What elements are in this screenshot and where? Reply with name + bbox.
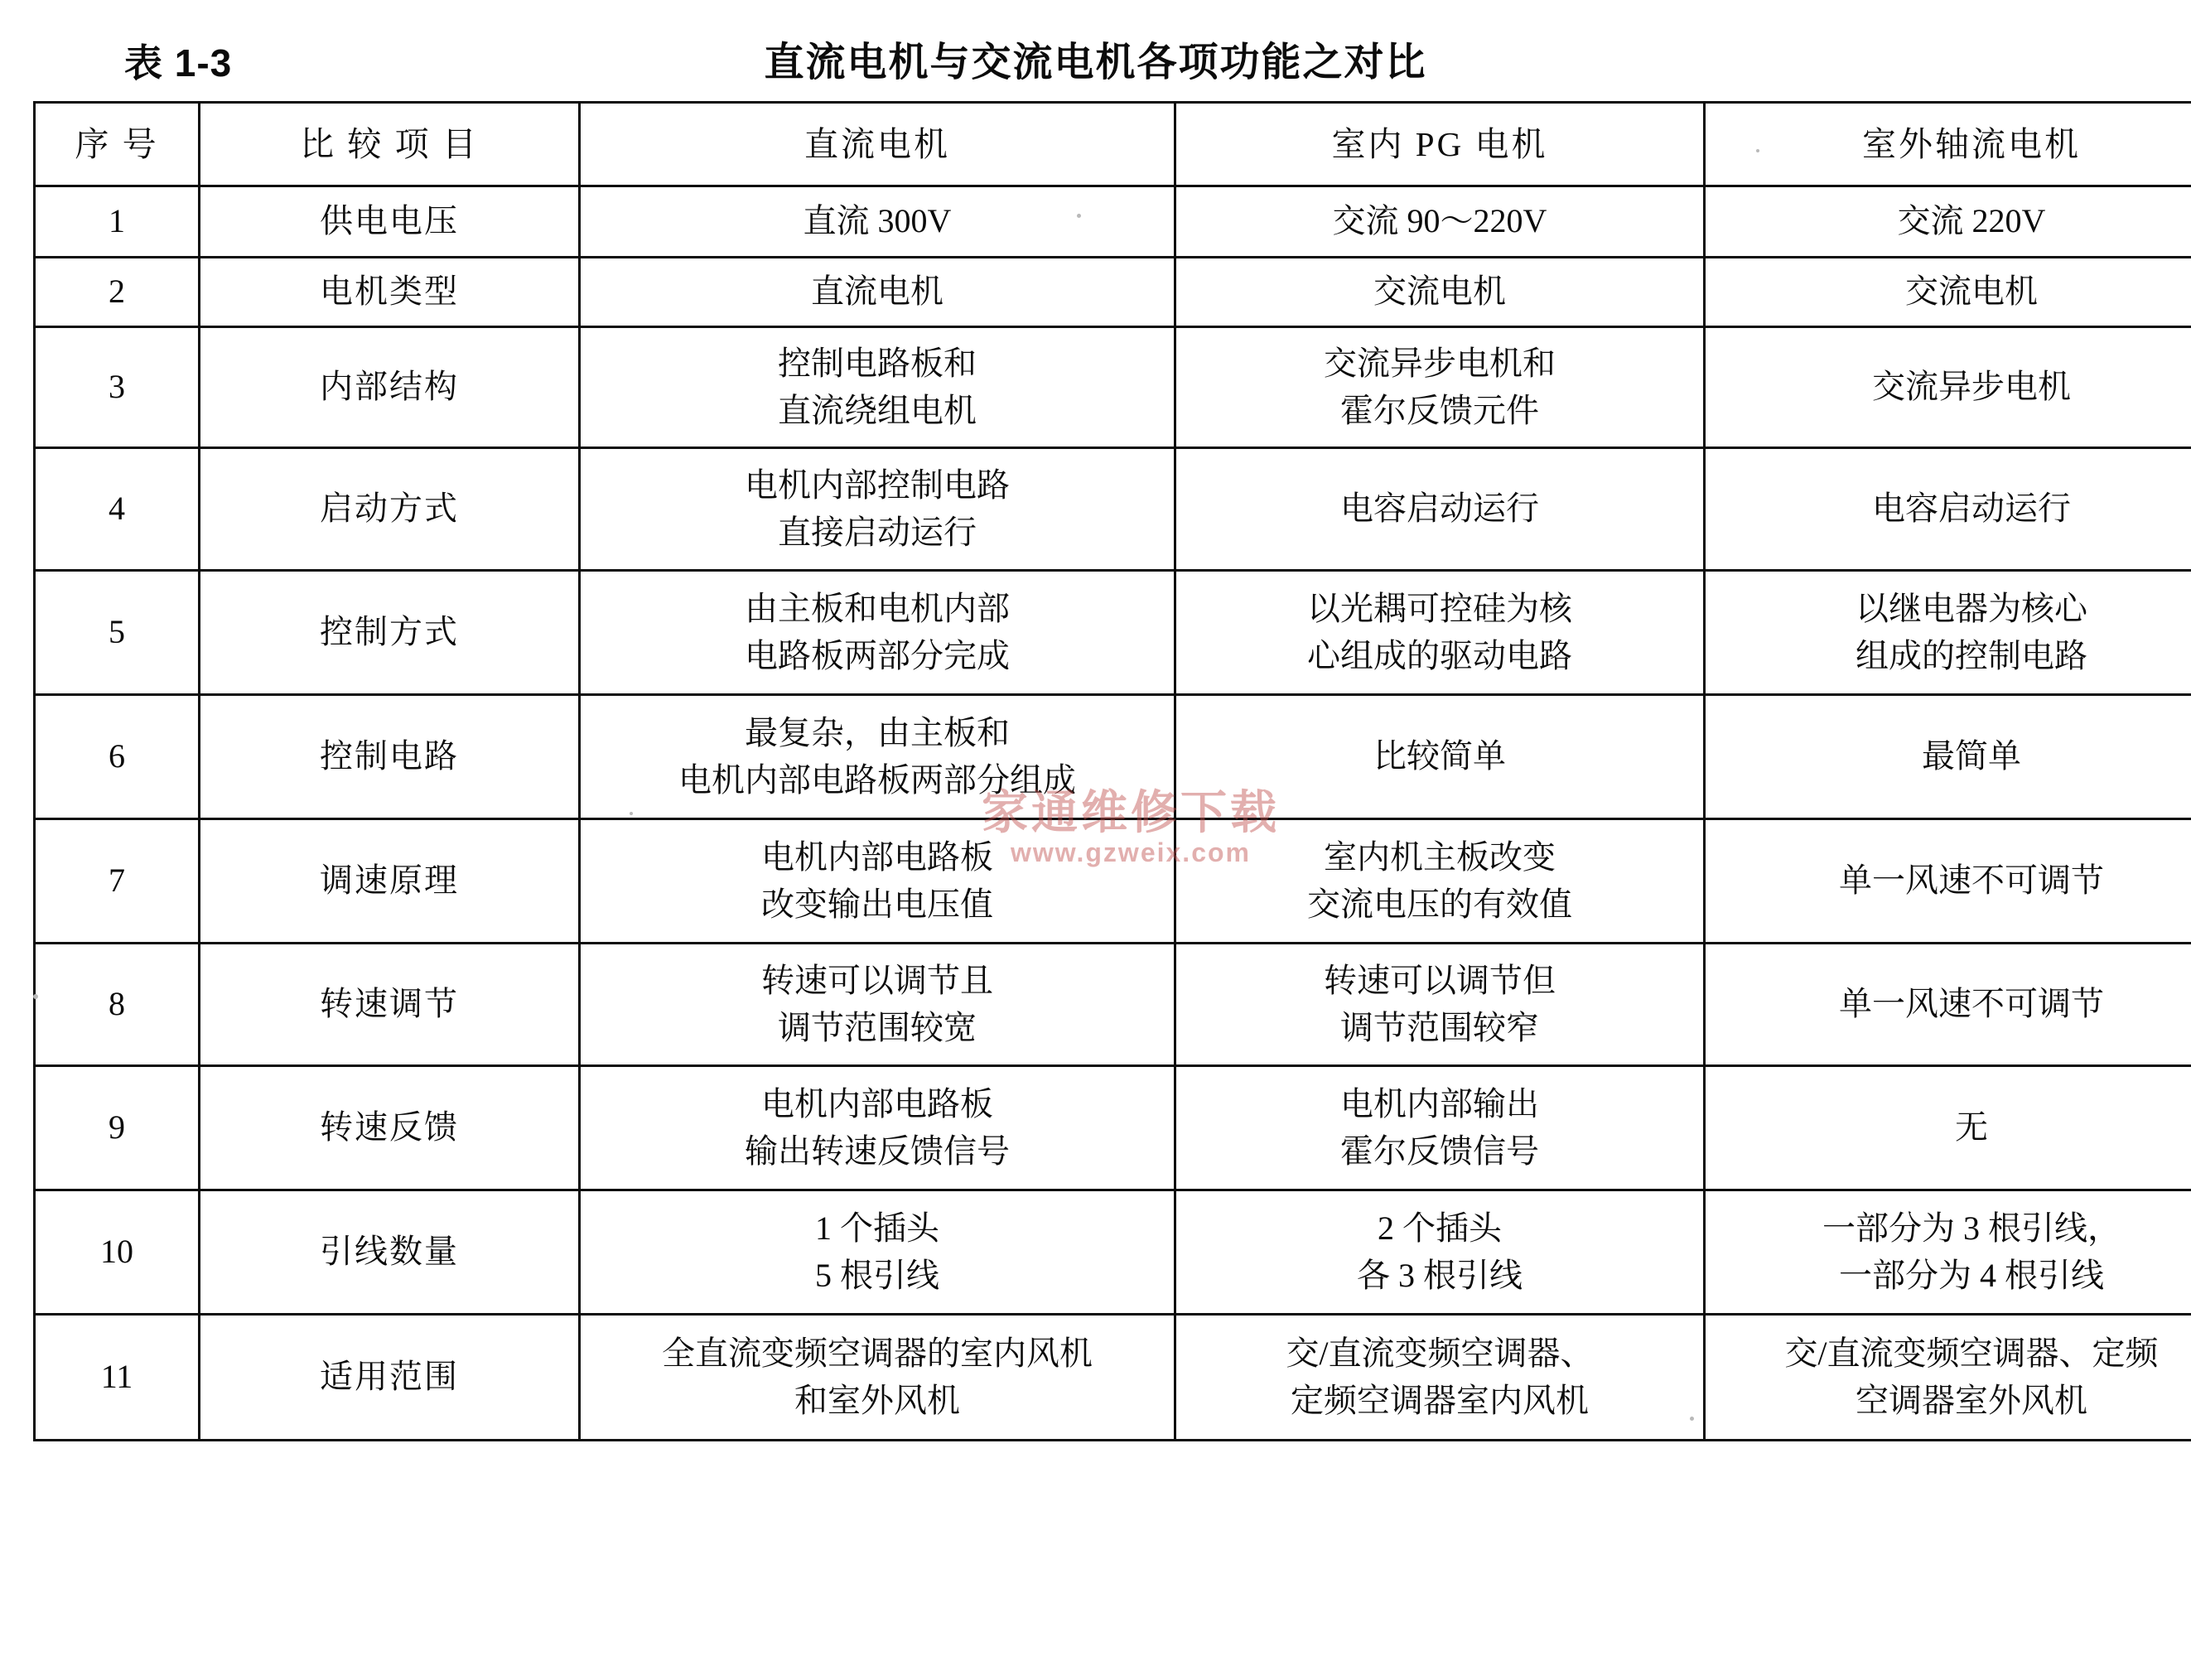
cell-line: 无 bbox=[1955, 1108, 1988, 1147]
row-index: 11 bbox=[35, 1315, 200, 1441]
cell-line: 最复杂，由主板和 bbox=[745, 713, 1010, 751]
cell-dc bbox=[580, 186, 1175, 258]
column-header-index: 序 号 bbox=[35, 103, 200, 186]
cell-line: 以光耦可控硅为核 bbox=[1307, 589, 1572, 627]
cell-line: 霍尔反馈元件 bbox=[1340, 391, 1539, 429]
cell-line: 电机内部电路板 bbox=[761, 838, 993, 876]
cell-line: 心组成的驱动电路 bbox=[1307, 636, 1572, 674]
cell-line: 一部分为 4 根引线 bbox=[1839, 1256, 2104, 1294]
row-index: 4 bbox=[35, 448, 200, 571]
comparison-table bbox=[33, 101, 2191, 1441]
row-item: 内部结构 bbox=[200, 327, 580, 448]
cell-line: 电机内部输出 bbox=[1340, 1084, 1539, 1122]
cell-axial bbox=[1705, 327, 2191, 448]
cell-line: 组成的控制电路 bbox=[1856, 636, 2087, 674]
cell-dc bbox=[580, 448, 1175, 571]
cell-line: 电机内部电路板两部分组成 bbox=[678, 760, 1076, 799]
row-item: 引线数量 bbox=[200, 1190, 580, 1315]
table-row bbox=[35, 571, 2191, 695]
cell-line: 交/直流变频空调器、定频 bbox=[1784, 1334, 2159, 1372]
cell-line: 电机内部控制电路 bbox=[745, 466, 1010, 504]
row-item: 启动方式 bbox=[200, 448, 580, 571]
cell-line: 转速可以调节但 bbox=[1324, 961, 1556, 999]
cell-line: 输出转速反馈信号 bbox=[745, 1132, 1010, 1170]
cell-line: 室内机主板改变 bbox=[1324, 838, 1556, 876]
cell-axial bbox=[1705, 1190, 2191, 1315]
cell-pg bbox=[1175, 448, 1705, 571]
cell-pg bbox=[1175, 944, 1705, 1066]
cell-line: 交流电机 bbox=[1905, 273, 2038, 311]
cell-axial bbox=[1705, 448, 2191, 571]
watermark-url-text: www.gzweix.com bbox=[1011, 837, 1251, 867]
cell-line: 最简单 bbox=[1922, 737, 2021, 775]
cell-dc bbox=[580, 1190, 1175, 1315]
table-head bbox=[35, 103, 2191, 186]
cell-line: 电容启动运行 bbox=[1872, 490, 2071, 528]
column-header-outdoor-axial-motor: 室外轴流电机 bbox=[1705, 103, 2191, 186]
cell-line: 2 个插头 bbox=[1378, 1209, 1502, 1247]
cell-axial bbox=[1705, 258, 2191, 327]
cell-line: 以继电器为核心 bbox=[1856, 589, 2087, 627]
column-header-indoor-pg-motor: 室内 PG 电机 bbox=[1175, 103, 1705, 186]
cell-line: 调节范围较窄 bbox=[1340, 1008, 1539, 1046]
cell-pg bbox=[1175, 819, 1705, 944]
table-row bbox=[35, 186, 2191, 258]
cell-axial bbox=[1705, 819, 2191, 944]
cell-line: 和室外风机 bbox=[794, 1381, 960, 1419]
row-index: 9 bbox=[35, 1066, 200, 1190]
cell-line: 交流异步电机 bbox=[1872, 368, 2071, 406]
cell-line: 直流 300V bbox=[803, 202, 952, 240]
row-item: 控制方式 bbox=[200, 571, 580, 695]
table-row bbox=[35, 1315, 2191, 1441]
cell-axial bbox=[1705, 1066, 2191, 1190]
table-row bbox=[35, 695, 2191, 819]
table-number-label: 表 1-3 bbox=[124, 41, 233, 84]
row-item: 供电电压 bbox=[200, 186, 580, 258]
column-header-item: 比 较 项 目 bbox=[200, 103, 580, 186]
row-item: 转速调节 bbox=[200, 944, 580, 1066]
table-row bbox=[35, 1066, 2191, 1190]
cell-axial bbox=[1705, 695, 2191, 819]
cell-line: 交流 90～220V bbox=[1332, 202, 1547, 240]
cell-line: 交流异步电机和 bbox=[1324, 344, 1556, 382]
watermark-main-text: 家通维修下载 bbox=[982, 786, 1280, 838]
cell-line: 控制电路板和 bbox=[778, 344, 977, 382]
cell-line: 交流电压的有效值 bbox=[1307, 885, 1572, 923]
cell-line: 电容启动运行 bbox=[1340, 490, 1539, 528]
scan-speck bbox=[1756, 149, 1759, 152]
row-item: 控制电路 bbox=[200, 695, 580, 819]
table-row bbox=[35, 944, 2191, 1066]
cell-axial bbox=[1705, 571, 2191, 695]
cell-line: 交/直流变频空调器、 bbox=[1286, 1334, 1594, 1372]
cell-line: 由主板和电机内部 bbox=[745, 589, 1010, 627]
cell-pg bbox=[1175, 186, 1705, 258]
table-row bbox=[35, 819, 2191, 944]
cell-pg bbox=[1175, 327, 1705, 448]
cell-axial bbox=[1705, 1315, 2191, 1441]
cell-dc bbox=[580, 571, 1175, 695]
cell-pg bbox=[1175, 695, 1705, 819]
cell-line: 比较简单 bbox=[1373, 737, 1506, 775]
scan-speck bbox=[33, 994, 38, 999]
row-index: 1 bbox=[35, 186, 200, 258]
row-index: 10 bbox=[35, 1190, 200, 1315]
cell-dc bbox=[580, 1315, 1175, 1441]
cell-line: 电机内部电路板 bbox=[761, 1084, 993, 1122]
cell-axial bbox=[1705, 944, 2191, 1066]
cell-line: 单一风速不可调节 bbox=[1839, 862, 2104, 900]
cell-dc bbox=[580, 819, 1175, 944]
cell-pg bbox=[1175, 571, 1705, 695]
column-header-dc-motor: 直流电机 bbox=[580, 103, 1175, 186]
row-index: 2 bbox=[35, 258, 200, 327]
cell-line: 一部分为 3 根引线， bbox=[1822, 1209, 2121, 1247]
table-body bbox=[35, 186, 2191, 1441]
scan-speck bbox=[1077, 214, 1081, 218]
table-header-row bbox=[35, 103, 2191, 186]
cell-line: 各 3 根引线 bbox=[1357, 1256, 1523, 1294]
cell-line: 1 个插头 bbox=[815, 1209, 939, 1247]
cell-line: 交流 220V bbox=[1897, 202, 2046, 240]
cell-pg bbox=[1175, 1066, 1705, 1190]
row-item: 调速原理 bbox=[200, 819, 580, 944]
cell-line: 直流绕组电机 bbox=[778, 391, 977, 429]
cell-line: 转速可以调节且 bbox=[761, 961, 993, 999]
cell-line: 定频空调器室内风机 bbox=[1291, 1381, 1589, 1419]
row-index: 8 bbox=[35, 944, 200, 1066]
cell-pg bbox=[1175, 1190, 1705, 1315]
row-item: 转速反馈 bbox=[200, 1066, 580, 1190]
cell-pg bbox=[1175, 1315, 1705, 1441]
cell-dc bbox=[580, 944, 1175, 1066]
cell-pg bbox=[1175, 258, 1705, 327]
cell-dc bbox=[580, 327, 1175, 448]
cell-dc bbox=[580, 1066, 1175, 1190]
table-row bbox=[35, 1190, 2191, 1315]
cell-axial bbox=[1705, 186, 2191, 258]
cell-line: 调节范围较宽 bbox=[778, 1008, 977, 1046]
table-row bbox=[35, 258, 2191, 327]
row-index: 5 bbox=[35, 571, 200, 695]
cell-dc bbox=[580, 258, 1175, 327]
row-index: 7 bbox=[35, 819, 200, 944]
row-index: 3 bbox=[35, 327, 200, 448]
scan-speck bbox=[630, 812, 633, 815]
row-item: 适用范围 bbox=[200, 1315, 580, 1441]
row-index: 6 bbox=[35, 695, 200, 819]
cell-line: 5 根引线 bbox=[815, 1256, 939, 1294]
cell-line: 电路板两部分完成 bbox=[745, 636, 1010, 674]
cell-dc bbox=[580, 695, 1175, 819]
table-row bbox=[35, 327, 2191, 448]
cell-line: 改变输出电压值 bbox=[761, 885, 993, 923]
cell-line: 直接启动运行 bbox=[778, 513, 977, 551]
cell-line: 交流电机 bbox=[1373, 273, 1506, 311]
table-header-area bbox=[0, 15, 2191, 86]
page-title: 直流电机与交流电机各项功能之对比 bbox=[764, 41, 1427, 84]
cell-line: 单一风速不可调节 bbox=[1839, 985, 2104, 1023]
table-row bbox=[35, 448, 2191, 571]
row-item: 电机类型 bbox=[200, 258, 580, 327]
cell-line: 全直流变频空调器的室内风机 bbox=[662, 1334, 1093, 1372]
cell-line: 霍尔反馈信号 bbox=[1340, 1132, 1539, 1170]
scan-speck bbox=[1690, 1417, 1694, 1421]
cell-line: 空调器室外风机 bbox=[1856, 1381, 2087, 1419]
cell-line: 直流电机 bbox=[811, 273, 943, 311]
